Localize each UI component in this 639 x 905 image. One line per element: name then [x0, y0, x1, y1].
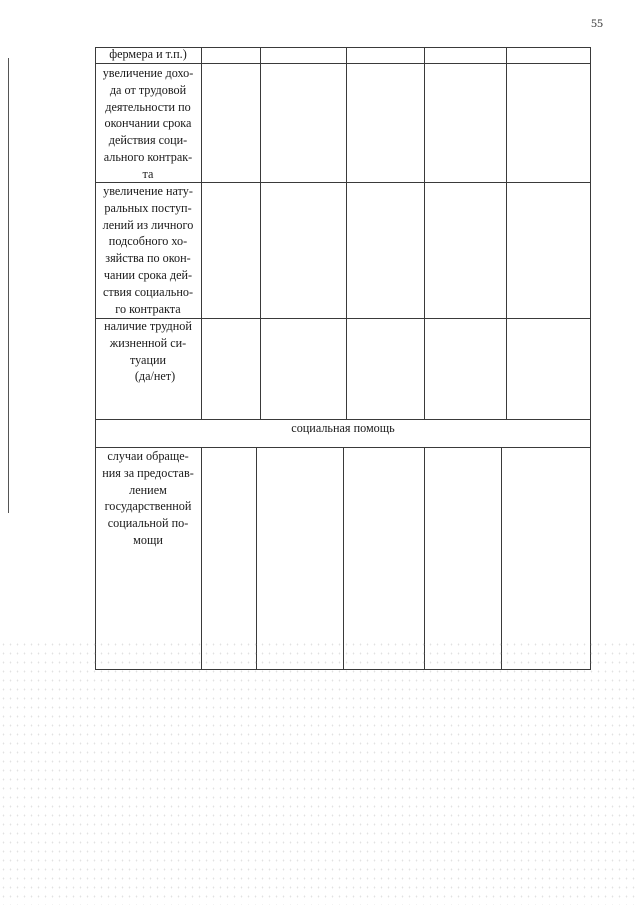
row-divider — [95, 419, 591, 420]
cell-line: государственной — [104, 499, 192, 514]
cell-line: мощи — [133, 532, 163, 547]
cell-line: лений из личного — [102, 217, 194, 232]
cell-line: действия соци- — [108, 133, 188, 148]
column-divider — [501, 447, 502, 669]
row-label-natural-income — [95, 183, 201, 317]
row-label-farmer — [95, 46, 201, 63]
cell-line: случаи обраще- — [107, 449, 189, 463]
column-divider — [260, 47, 261, 419]
cell-line: жизненной си- — [109, 335, 187, 350]
cell-line: окончании срока — [104, 116, 192, 131]
cell-line: чании срока дей- — [103, 267, 193, 282]
cell-line: социальной по- — [107, 516, 189, 531]
data-table — [95, 47, 591, 670]
cell-line: наличие трудной — [104, 319, 192, 333]
margin-rule — [8, 58, 9, 513]
cell-line: ния за предостав- — [102, 465, 194, 480]
column-divider — [424, 47, 425, 419]
cell-line: лением — [129, 482, 167, 497]
scan-noise — [0, 640, 639, 905]
cell-line: ального контрак- — [103, 149, 193, 164]
cell-line: увеличение дохо- — [102, 66, 194, 80]
cell-line: подсобного хо- — [108, 234, 188, 249]
column-divider — [343, 447, 344, 669]
section-title-social-help: социальная помощь — [291, 421, 395, 435]
row-divider — [95, 63, 591, 64]
cell-line: деятельности по — [105, 99, 191, 114]
table-border-right — [590, 47, 591, 670]
cell-line: туации — [129, 352, 167, 367]
page-number: 55 — [591, 16, 603, 30]
cell-line: та — [142, 166, 154, 181]
cell-line: ствия социально- — [102, 284, 194, 299]
column-divider — [506, 47, 507, 419]
column-divider — [201, 447, 202, 669]
column-divider — [256, 447, 257, 669]
row-label-assistance-requests — [95, 448, 201, 549]
cell-line: да от трудовой — [109, 82, 187, 97]
column-divider — [346, 47, 347, 419]
column-divider — [201, 47, 202, 419]
cell-line: (да/нет) — [134, 369, 176, 384]
row-label-difficult-situation — [95, 318, 201, 385]
cell-line: зяйства по окон- — [105, 251, 191, 266]
row-label-income-increase — [95, 65, 201, 183]
cell-line: го контракта — [115, 301, 181, 316]
cell-line: фермера и т.п.) — [109, 47, 187, 61]
cell-line: увеличение нату- — [103, 184, 193, 198]
cell-line: ральных поступ- — [104, 200, 192, 215]
column-divider — [424, 447, 425, 669]
